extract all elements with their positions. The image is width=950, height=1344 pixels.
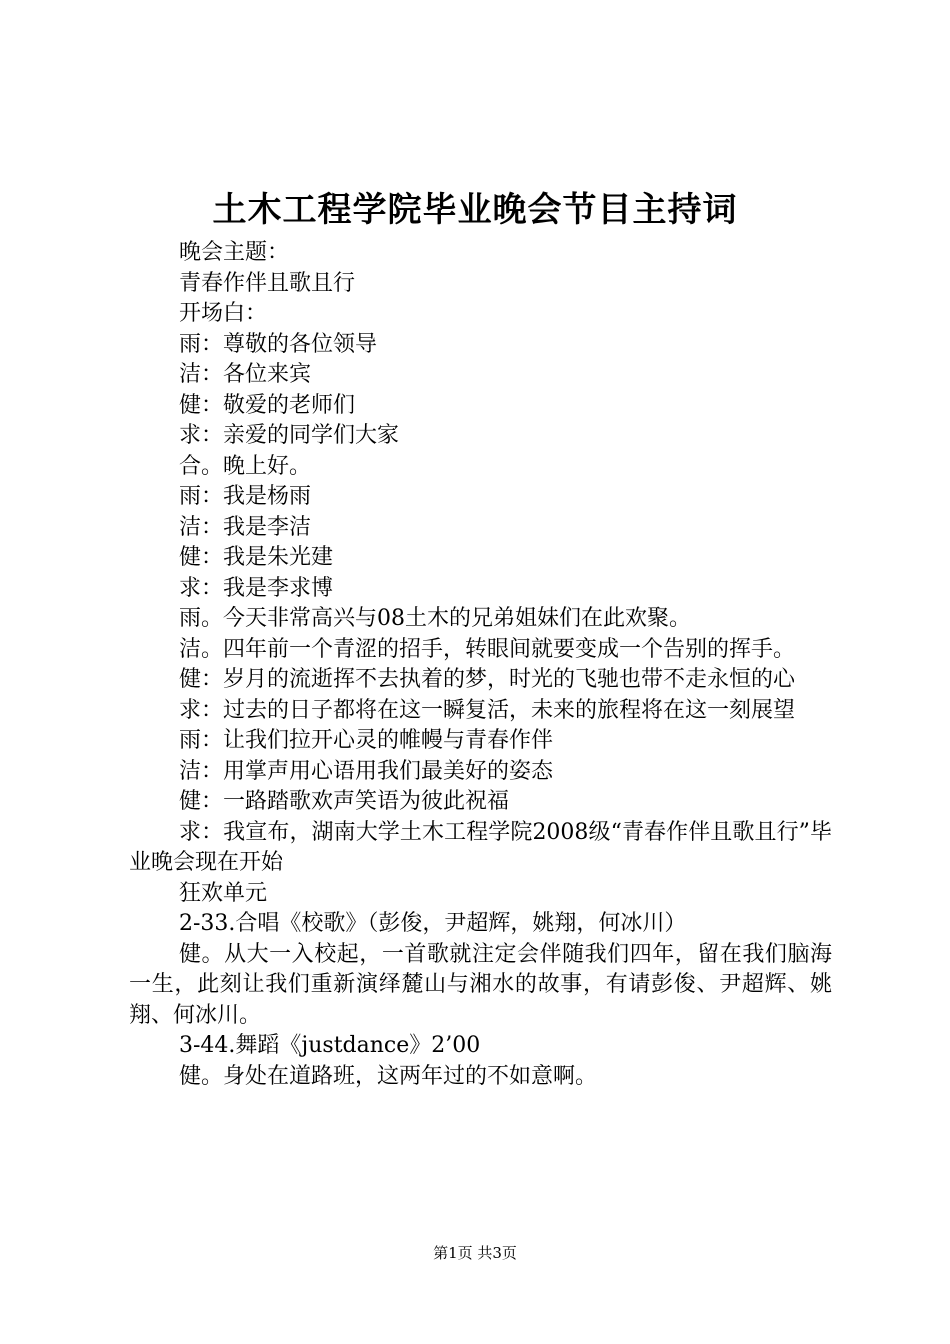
paragraph: 洁：用掌声用心语用我们最美好的姿态 <box>179 758 554 784</box>
paragraph: 雨。今天非常高兴与08土木的兄弟姐妹们在此欢聚。 <box>179 606 691 631</box>
paragraph: 洁：我是李洁 <box>179 514 312 540</box>
paragraph: 开场白： <box>179 301 268 326</box>
paragraph: 求：过去的日子都将在这一瞬复活，未来的旅程将在这一刻展望 <box>179 697 796 723</box>
paragraph: 青春作伴且歌且行 <box>179 270 356 296</box>
paragraph: 雨：让我们拉开心灵的帷幔与青春作伴 <box>179 728 554 753</box>
document-title: 土木工程学院毕业晚会节目主持词 <box>212 190 738 230</box>
paragraph: 健。从大一入校起，一首歌就注定会伴随我们四年，留在我们脑海一生，此刻让我们重新演绎麓山与湘水的故事，有请彭俊、尹超辉、姚翔、何冰川。 <box>129 941 832 1028</box>
paragraph: 健。身处在道路班，这两年过的不如意啊。 <box>179 1063 598 1089</box>
paragraph: 洁：各位来宾 <box>179 362 312 387</box>
paragraph: 狂欢单元 <box>179 880 268 906</box>
paragraph: 求：我是李求博 <box>179 575 334 601</box>
page-footer: 第1页 共3页 <box>433 1244 517 1262</box>
paragraph: 健：岁月的流逝挥不去执着的梦，时光的飞驰也带不走永恒的心 <box>179 667 796 692</box>
paragraph: 健：一路踏歌欢声笑语为彼此祝福 <box>179 789 510 814</box>
paragraph: 求：亲爱的同学们大家 <box>179 423 400 448</box>
paragraph: 合。晚上好。 <box>179 453 312 479</box>
paragraph: 雨：我是杨雨 <box>179 484 312 509</box>
paragraph: 健：我是朱光建 <box>179 545 334 570</box>
paragraph: 雨：尊敬的各位领导 <box>179 331 378 357</box>
paragraph: 健：敬爱的老师们 <box>179 392 356 418</box>
paragraph: 2-33.合唱《校歌》（彭俊，尹超辉，姚翔，何冰川） <box>179 911 687 936</box>
paragraph: 洁。四年前一个青涩的招手，转眼间就要变成一个告别的挥手。 <box>179 636 796 662</box>
document-body <box>129 238 832 1092</box>
paragraph: 求：我宣布，湖南大学土木工程学院2008级“青春作伴且歌且行”毕业晚会现在开始 <box>129 819 832 875</box>
paragraph: 晚会主题： <box>179 240 290 265</box>
paragraph: 3-44.舞蹈《justdance》2’00 <box>179 1033 481 1058</box>
